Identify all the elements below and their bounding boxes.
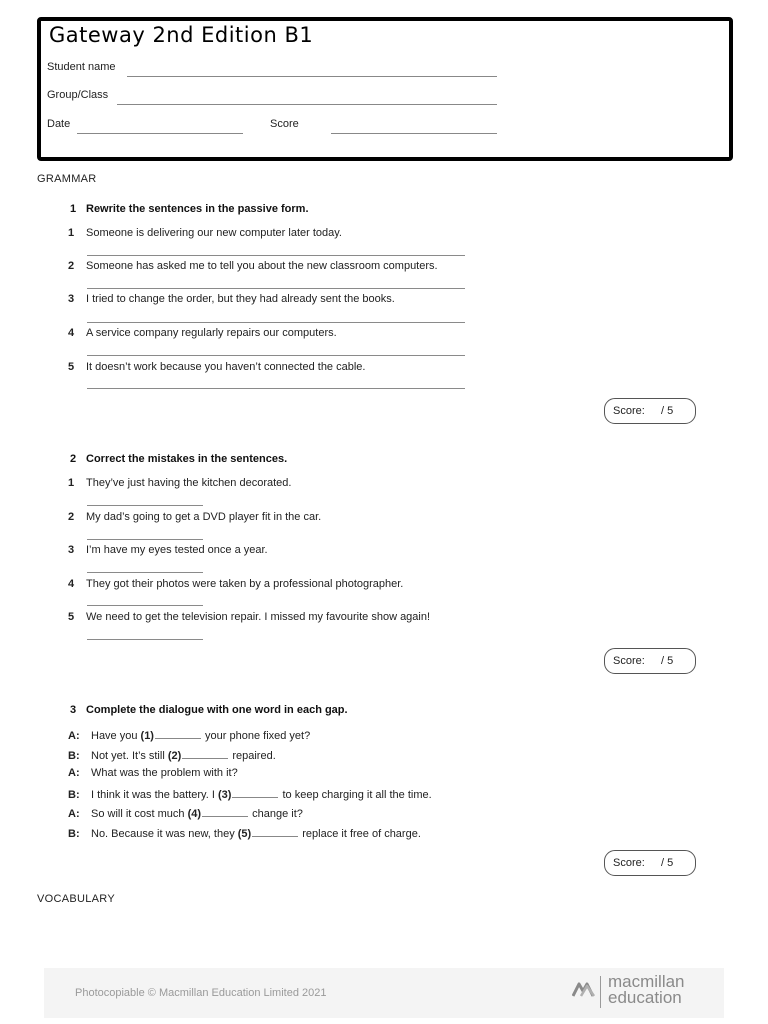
speaker-label: A: [68, 808, 80, 820]
exercise-3-title [70, 704, 348, 716]
item-number: 4 [68, 578, 75, 590]
dialogue-text: replace it free of charge. [299, 828, 421, 840]
exercise-2-title [70, 453, 287, 465]
dialogue-text: Have you [91, 730, 141, 742]
exercise-3-score-box [604, 850, 696, 876]
gap-number: (3) [217, 789, 232, 801]
answer-line[interactable] [87, 322, 465, 323]
exercise-instruction: Rewrite the sentences in the passive form. [86, 203, 309, 215]
speaker-label: B: [68, 789, 80, 801]
item-text: I tried to change the order, but they had already sent the books. [86, 293, 395, 305]
dialogue-line [68, 748, 276, 762]
item-number: 5 [68, 361, 75, 373]
exercise-instruction: Complete the dialogue with one word in each gap. [86, 704, 348, 716]
answer-line[interactable] [87, 505, 203, 506]
dialogue-text: repaired. [229, 750, 276, 762]
score-label: Score: [613, 655, 645, 667]
list-item [68, 361, 365, 373]
list-item [68, 578, 403, 590]
logo-wordmark [608, 974, 685, 1006]
answer-line[interactable] [87, 355, 465, 356]
macmillan-logo [572, 974, 702, 1014]
list-item [68, 293, 395, 305]
dialogue-text: to keep charging it all the time. [279, 789, 432, 801]
exercise-instruction: Correct the mistakes in the sentences. [86, 453, 288, 465]
grammar-heading: GRAMMAR [37, 173, 97, 185]
item-number: 5 [68, 611, 75, 623]
copyright-text: Photocopiable © Macmillan Education Limited 2021 [75, 987, 327, 999]
speaker-label: A: [68, 767, 80, 779]
gap-number: (2) [167, 750, 182, 762]
item-number: 1 [68, 477, 75, 489]
speaker-label: A: [68, 730, 80, 742]
exercise-1-score-box [604, 398, 696, 424]
list-item [68, 227, 342, 239]
answer-line[interactable] [87, 572, 203, 573]
macmillan-logo-icon [572, 979, 598, 999]
group-class-label: Group/Class [47, 89, 109, 101]
answer-line[interactable] [87, 388, 465, 389]
gap-number: (4) [187, 808, 202, 820]
gap-blank[interactable] [155, 728, 201, 739]
dialogue-line [68, 806, 303, 820]
date-label: Date [47, 118, 71, 130]
item-text: We need to get the television repair. I missed my favourite show again! [86, 611, 431, 623]
dialogue-line [68, 787, 432, 801]
item-number: 2 [68, 511, 75, 523]
dialogue-text: Not yet. It’s still [91, 750, 168, 762]
score-total: / 5 [661, 655, 674, 667]
gap-blank[interactable] [202, 806, 248, 817]
gap-blank[interactable] [252, 826, 298, 837]
student-name-field[interactable] [127, 76, 497, 77]
dialogue-line [68, 826, 421, 840]
item-number: 2 [68, 260, 75, 272]
score-total: / 5 [661, 405, 674, 417]
exercise-number: 3 [70, 704, 77, 716]
item-text: A service company regularly repairs our computers. [86, 327, 337, 339]
answer-line[interactable] [87, 288, 465, 289]
student-name-label: Student name [47, 61, 116, 73]
group-class-field[interactable] [117, 104, 497, 105]
score-field[interactable] [331, 133, 497, 134]
exercise-number: 1 [70, 203, 77, 215]
dialogue-line [68, 728, 310, 742]
dialogue-text: What was the problem with it? [91, 767, 238, 779]
gap-blank[interactable] [232, 787, 278, 798]
list-item [68, 511, 321, 523]
vocabulary-heading: VOCABULARY [37, 893, 115, 905]
list-item [68, 327, 337, 339]
list-item [68, 611, 430, 623]
item-number: 1 [68, 227, 75, 239]
answer-line[interactable] [87, 605, 203, 606]
item-text: Someone is delivering our new computer later today. [86, 227, 342, 239]
speaker-label: B: [68, 750, 80, 762]
item-text: I’m have my eyes tested once a year. [86, 544, 268, 556]
item-text: They’ve just having the kitchen decorated. [86, 477, 292, 489]
score-label: Score: [613, 405, 645, 417]
dialogue-text: I think it was the battery. I [91, 789, 218, 801]
answer-line[interactable] [87, 539, 203, 540]
exercise-1-title [70, 203, 309, 215]
gap-blank[interactable] [182, 748, 228, 759]
item-text: They got their photos were taken by a professional photographer. [86, 578, 404, 590]
score-total: / 5 [661, 857, 674, 869]
dialogue-text: So will it cost much [91, 808, 188, 820]
item-number: 4 [68, 327, 75, 339]
answer-line[interactable] [87, 255, 465, 256]
item-text: Someone has asked me to tell you about the new classroom computers. [86, 260, 438, 272]
dialogue-line [68, 767, 238, 779]
header-box [37, 17, 733, 161]
item-text: It doesn’t work because you haven’t connected the cable. [86, 361, 366, 373]
logo-line-1: macmillan [608, 972, 685, 991]
exercise-2-score-box [604, 648, 696, 674]
logo-divider [600, 976, 601, 1008]
gap-number: (5) [237, 828, 252, 840]
gap-number: (1) [140, 730, 154, 742]
speaker-label: B: [68, 828, 80, 840]
dialogue-text: your phone fixed yet? [201, 730, 311, 742]
logo-line-2: education [608, 988, 682, 1007]
list-item [68, 477, 291, 489]
item-number: 3 [68, 544, 75, 556]
dialogue-text: change it? [249, 808, 303, 820]
score-label: Score: [613, 857, 645, 869]
item-text: My dad’s going to get a DVD player fit in the car. [86, 511, 322, 523]
item-number: 3 [68, 293, 75, 305]
score-label: Score [270, 118, 299, 130]
worksheet-title: Gateway 2nd Edition B1 [49, 23, 314, 47]
list-item [68, 544, 268, 556]
exercise-number: 2 [70, 453, 77, 465]
answer-line[interactable] [87, 639, 203, 640]
list-item [68, 260, 438, 272]
date-field[interactable] [77, 133, 243, 134]
dialogue-text: No. Because it was new, they [91, 828, 238, 840]
